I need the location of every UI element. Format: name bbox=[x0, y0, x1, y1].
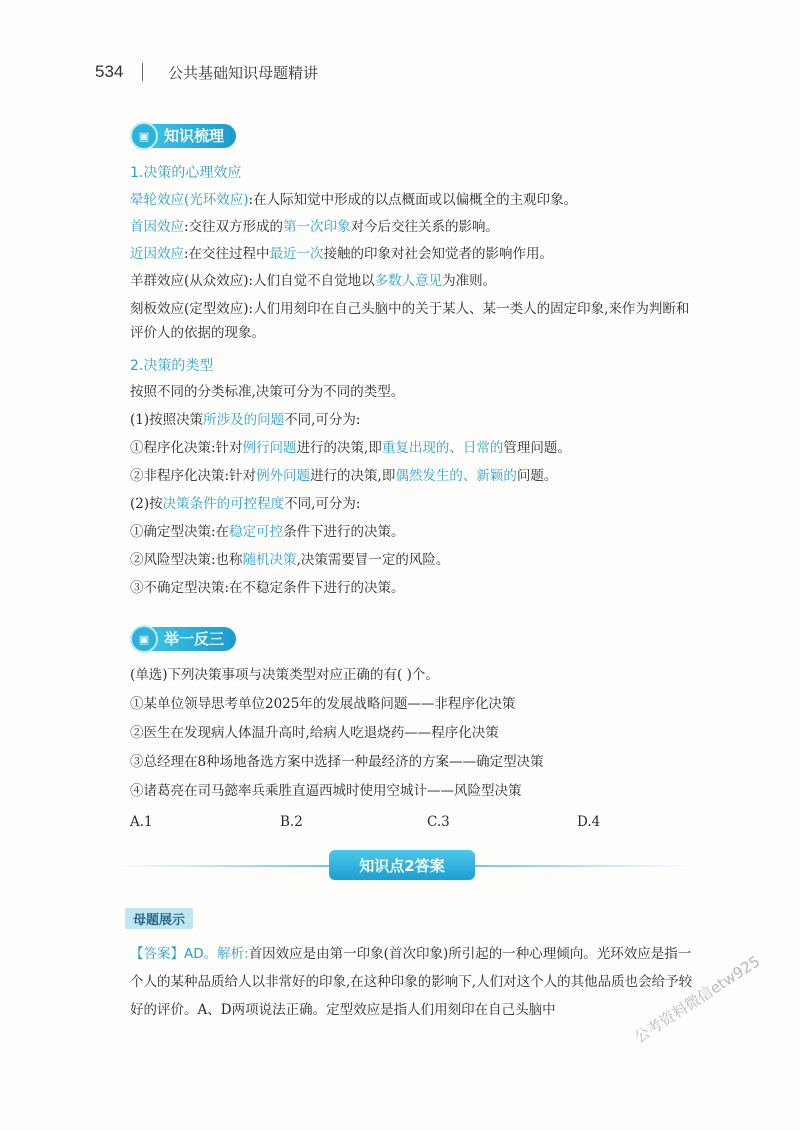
text: 管理问题。 bbox=[503, 440, 571, 456]
effect-primacy bbox=[130, 217, 499, 237]
effect-herd bbox=[130, 271, 496, 291]
definition: :在交往过程中 bbox=[184, 246, 270, 262]
question-item: ②医生在发现病人体温升高时,给病人吃退烧药——程序化决策 bbox=[130, 725, 499, 741]
text: ,决策需要冒一定的风险。 bbox=[296, 552, 450, 568]
text: 不同,可分为: bbox=[284, 496, 361, 512]
type-programmed bbox=[130, 438, 571, 458]
highlight: 偶然发生的、新颖的 bbox=[395, 468, 517, 484]
book-title: 公共基础知识母题精讲 bbox=[168, 64, 319, 82]
book-icon: ▣ bbox=[130, 625, 158, 653]
mother-question-badge: 母题展示 bbox=[125, 908, 193, 929]
definition: 接触的印象对社会知觉者的影响作用。 bbox=[323, 246, 554, 262]
effect-halo bbox=[130, 190, 577, 210]
header-separator bbox=[142, 63, 143, 81]
section-badge-practice bbox=[130, 626, 236, 652]
highlight: 稳定可控 bbox=[229, 524, 284, 540]
text: ①程序化决策:针对 bbox=[130, 440, 243, 456]
term: 首因效应 bbox=[130, 219, 184, 235]
option-c: C.3 bbox=[427, 814, 450, 830]
highlight: 例外问题 bbox=[256, 468, 311, 484]
highlight: 第一次印象 bbox=[283, 219, 351, 235]
option-b: B.2 bbox=[280, 814, 303, 830]
text: 问题。 bbox=[516, 468, 558, 484]
text: ②非程序化决策:针对 bbox=[130, 468, 257, 484]
answer-section-banner bbox=[115, 848, 690, 884]
watermark: 公考资料微信etw925 bbox=[631, 952, 764, 1047]
highlight: 例行问题 bbox=[242, 440, 297, 456]
term: 晕轮效应(光环效应) bbox=[130, 192, 249, 208]
question-item: ④诸葛亮在司马懿率兵乘胜直逼西城时使用空城计——风险型决策 bbox=[130, 783, 522, 799]
answer-label: 【答案】AD。解析: bbox=[130, 946, 249, 962]
heading-psych-effects: 1.决策的心理效应 bbox=[130, 165, 242, 181]
definition: 为准则。 bbox=[442, 273, 497, 289]
highlight: 所涉及的问题 bbox=[203, 412, 285, 428]
page-number: 534 bbox=[95, 62, 124, 81]
definition: 对今后交往关系的影响。 bbox=[350, 219, 500, 235]
answer-section-title: 知识点2答案 bbox=[329, 850, 475, 880]
option-d: D.4 bbox=[577, 814, 601, 830]
text: ①确定型决策:在 bbox=[130, 524, 230, 540]
text: 不同,可分为: bbox=[284, 412, 361, 428]
text: (2)按 bbox=[130, 496, 163, 512]
explanation-text: 首因效应是由第一印象(首次印象)所引起的一种心理倾向。光环效应是指一个人的某种品质给人以非常好的印象,在这种印象的影响下,人们对这个人的其他品质也会给予较好的评价。A、D两项说法正确。定型效应是指人们用刻印在自己头脑中 bbox=[130, 946, 693, 1018]
definition: :交往双方形成的 bbox=[184, 219, 284, 235]
text: 条件下进行的决策。 bbox=[283, 524, 405, 540]
option-a: A.1 bbox=[130, 814, 153, 830]
highlight: 多数人意见 bbox=[374, 273, 443, 289]
type-uncertain: ③不确定型决策:在不稳定条件下进行的决策。 bbox=[130, 580, 405, 596]
heading-decision-types: 2.决策的类型 bbox=[130, 358, 214, 374]
highlight: 决策条件的可控程度 bbox=[162, 496, 285, 512]
highlight: 最近一次 bbox=[269, 246, 324, 262]
type-nonprogrammed bbox=[130, 466, 557, 486]
divider bbox=[470, 865, 690, 867]
answer-explanation bbox=[130, 940, 700, 1024]
divider bbox=[115, 865, 335, 867]
effect-recency bbox=[130, 244, 553, 264]
book-icon: ▣ bbox=[130, 122, 158, 150]
type-risk bbox=[130, 550, 449, 570]
term: 近因效应 bbox=[130, 246, 184, 262]
definition: :在人际知觉中形成的以点概面或以偏概全的主观印象。 bbox=[248, 192, 578, 208]
effect-stereotype: 刻板效应(定型效应):人们用刻印在自己头脑中的关于某人、某一类人的固定印象,来作为判断和评价人的依据的现象。 bbox=[130, 301, 690, 341]
badge-label: 知识梳理 bbox=[150, 124, 236, 148]
text: 进行的决策,即 bbox=[296, 440, 382, 456]
text: ②风险型决策:也称 bbox=[130, 552, 243, 568]
question-item: ①某单位领导思考单位2025年的发展战略问题——非程序化决策 bbox=[130, 696, 516, 712]
type-certain bbox=[130, 522, 405, 542]
definition: 羊群效应(从众效应):人们自觉不自觉地以 bbox=[130, 273, 375, 289]
text: (1)按照决策 bbox=[130, 412, 204, 428]
highlight: 随机决策 bbox=[242, 552, 297, 568]
badge-label: 举一反三 bbox=[150, 627, 236, 651]
types-by-control bbox=[130, 494, 360, 514]
types-intro: 按照不同的分类标准,决策可分为不同的类型。 bbox=[130, 384, 405, 400]
highlight: 重复出现的、日常的 bbox=[381, 440, 504, 456]
section-badge-knowledge bbox=[130, 123, 236, 149]
question-stem: (单选)下列决策事项与决策类型对应正确的有( )个。 bbox=[130, 667, 439, 683]
types-by-problem bbox=[130, 410, 360, 430]
question-item: ③总经理在8种场地备选方案中选择一种最经济的方案——确定型决策 bbox=[130, 754, 544, 770]
text: 进行的决策,即 bbox=[310, 468, 396, 484]
